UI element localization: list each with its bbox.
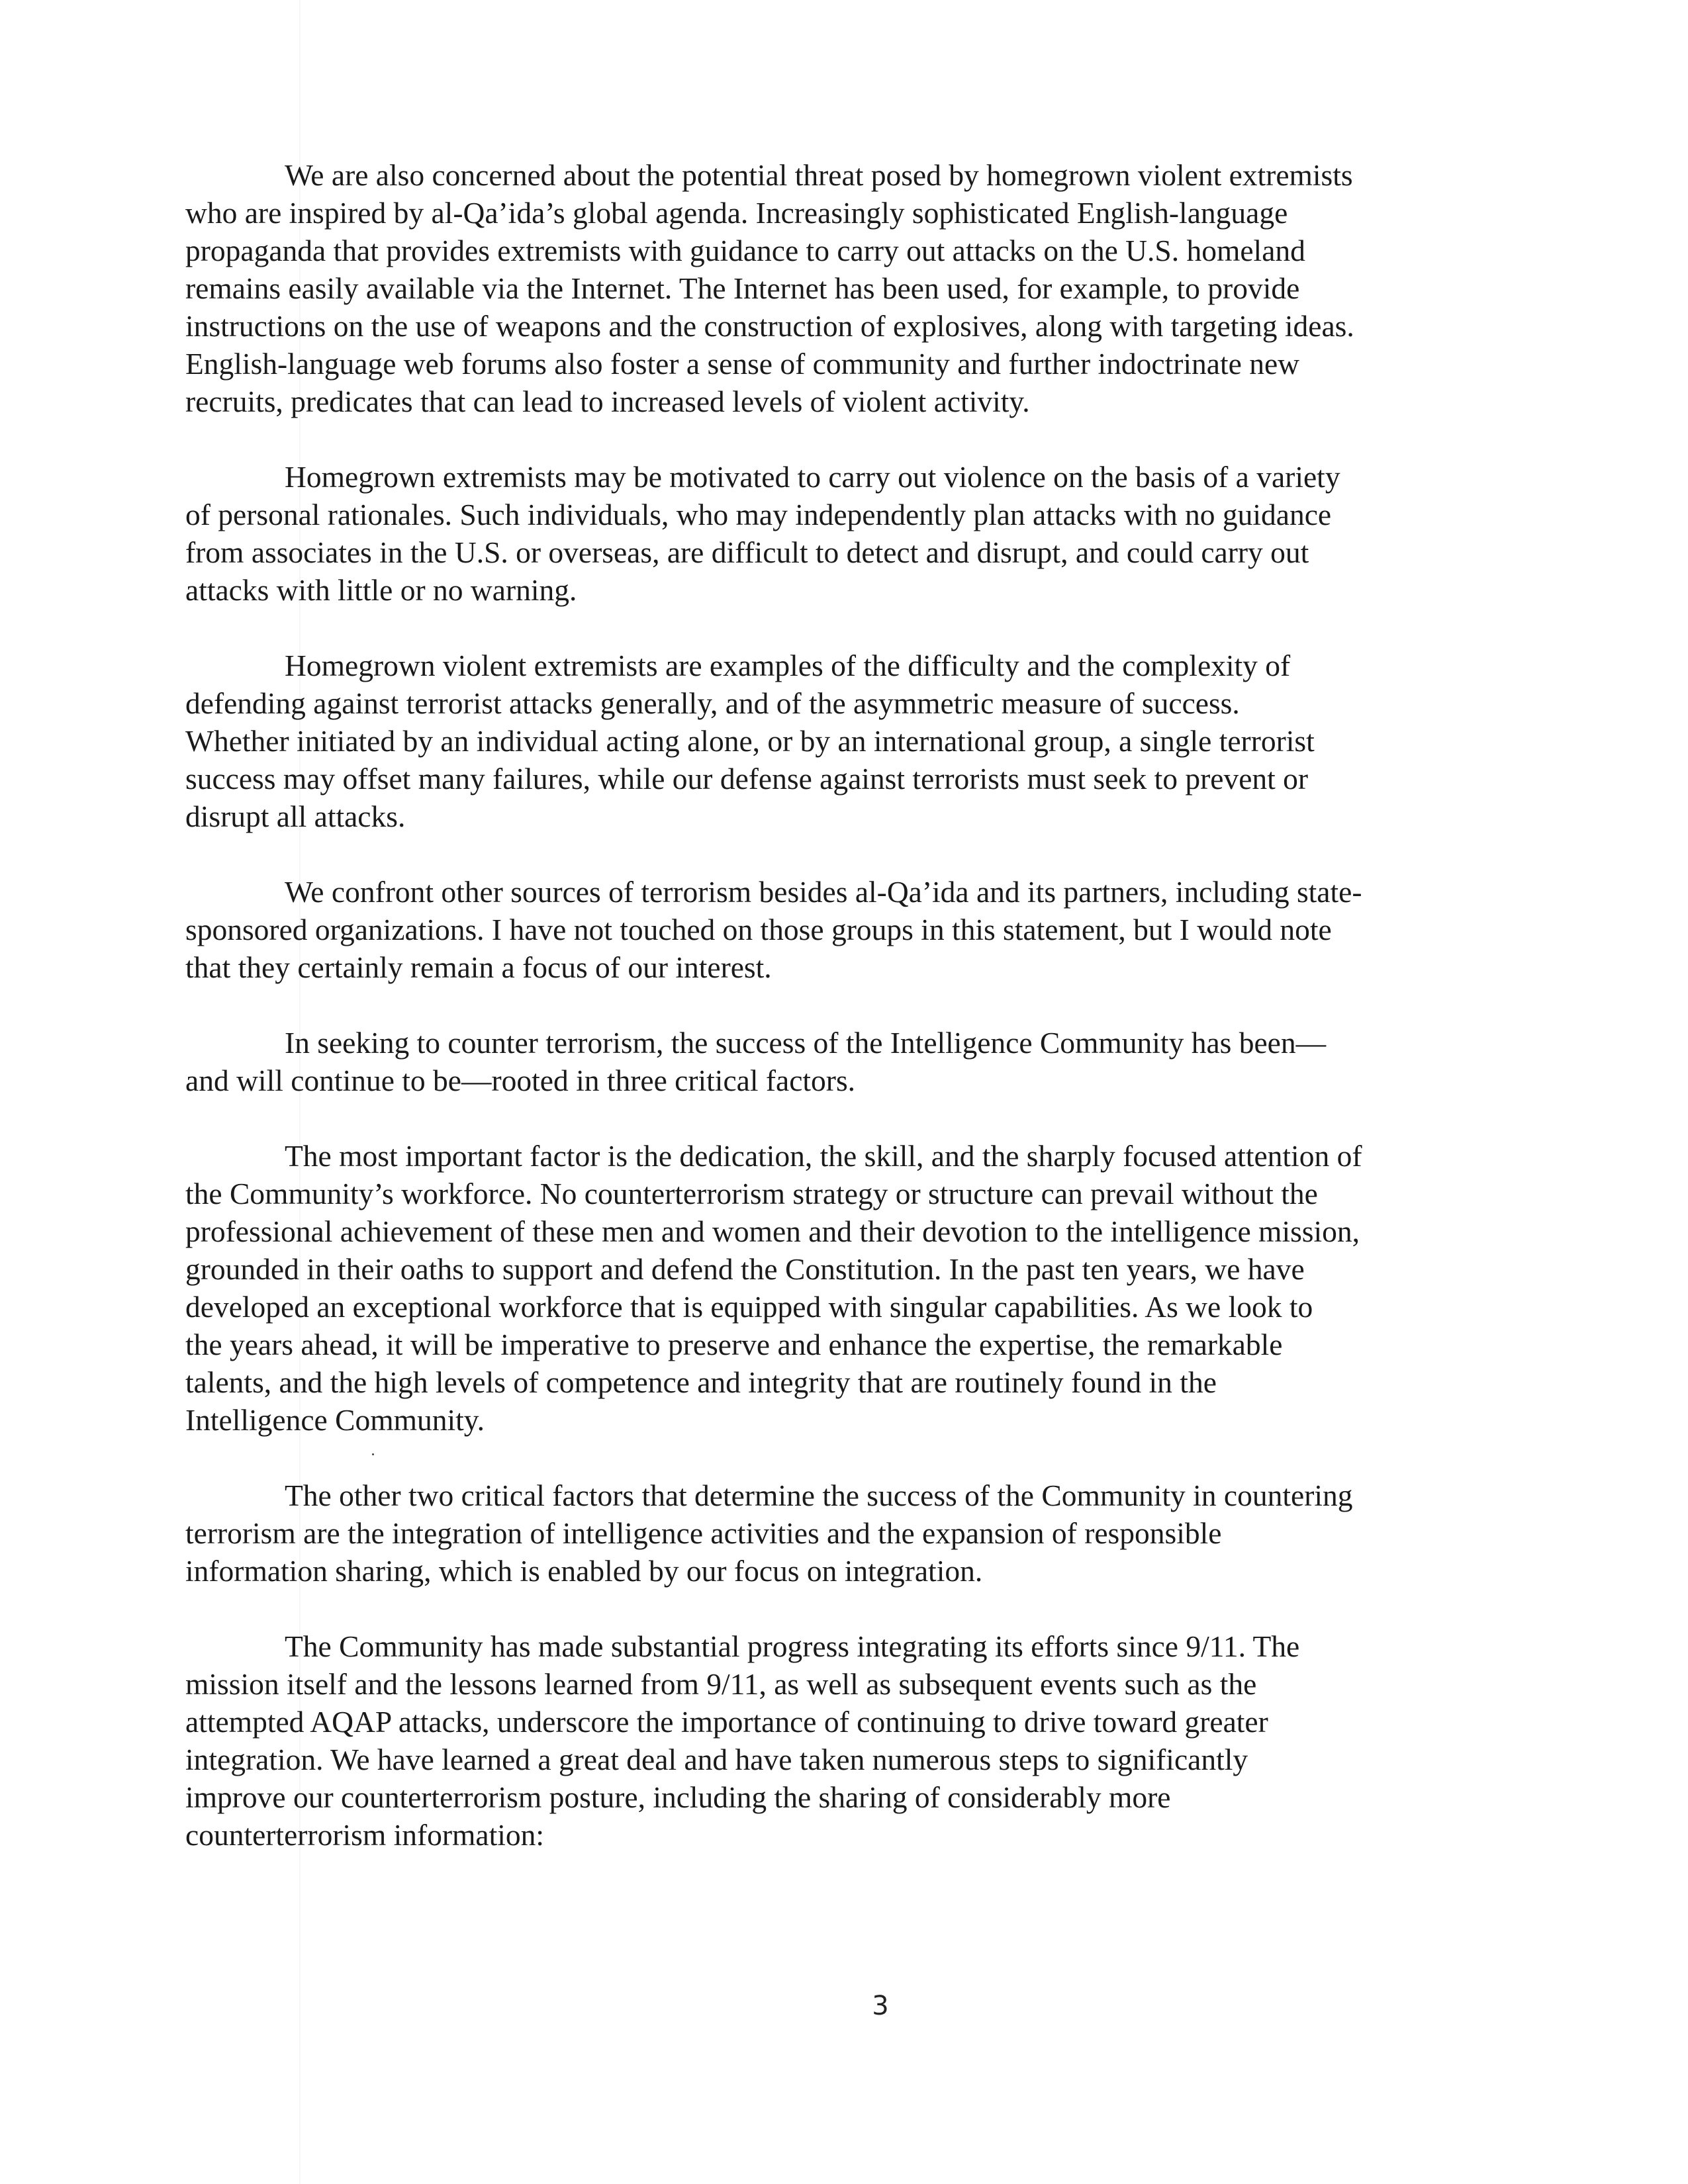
text-line: counterterrorism information:: [185, 1818, 545, 1852]
paragraph-complexity: [185, 647, 1483, 835]
text-line: terrorism are the integration of intelligence activities and the expansion of responsible: [185, 1516, 1222, 1550]
text-line: integration. We have learned a great deal and have taken numerous steps to significantly: [185, 1743, 1248, 1776]
text-line: recruits, predicates that can lead to increased levels of violent activity.: [185, 385, 1030, 418]
document-body: [185, 156, 1483, 1891]
text-line: We are also concerned about the potential threat posed by homegrown violent extremists: [285, 158, 1353, 192]
paragraph-integration: [185, 1477, 1483, 1590]
text-line: from associates in the U.S. or overseas, are difficult to detect and disrupt, and could carry out: [185, 535, 1309, 569]
text-line: attacks with little or no warning.: [185, 573, 577, 607]
text-line: sponsored organizations. I have not touched on those groups in this statement, but I would note: [185, 913, 1332, 946]
text-line: of personal rationales. Such individuals, who may independently plan attacks with no guidance: [185, 498, 1332, 531]
text-line: disrupt all attacks.: [185, 799, 406, 833]
text-line: remains easily available via the Internet. The Internet has been used, for example, to provide: [185, 271, 1300, 305]
paragraph-progress: [185, 1627, 1483, 1854]
text-line: improve our counterterrorism posture, including the sharing of considerably more: [185, 1780, 1171, 1814]
text-line: attempted AQAP attacks, underscore the importance of continuing to drive toward greater: [185, 1705, 1268, 1739]
text-line: Homegrown violent extremists are examples of the difficulty and the complexity of: [285, 649, 1291, 682]
text-line: Whether initiated by an individual acting alone, or by an international group, a single terrorist: [185, 724, 1315, 758]
text-line: and will continue to be—rooted in three critical factors.: [185, 1064, 856, 1097]
paragraph-other-sources: [185, 873, 1483, 986]
paragraph-motivations: [185, 458, 1483, 609]
text-line: who are inspired by al-Qa’ida’s global agenda. Increasingly sophisticated English-language: [185, 196, 1288, 230]
text-line: the Community’s workforce. No counterterrorism strategy or structure can prevail without the: [185, 1177, 1318, 1210]
text-line: propaganda that provides extremists with guidance to carry out attacks on the U.S. homeland: [185, 234, 1305, 267]
paragraph-homegrown-threat: [185, 156, 1483, 420]
text-line: We confront other sources of terrorism besides al-Qa’ida and its partners, including state-: [285, 875, 1362, 909]
text-line: professional achievement of these men and women and their devotion to the intelligence mission,: [185, 1214, 1360, 1248]
text-line: talents, and the high levels of competence and integrity that are routinely found in the: [185, 1365, 1217, 1399]
text-line: instructions on the use of weapons and the construction of explosives, along with targeting ideas.: [185, 309, 1354, 343]
text-line: success may offset many failures, while our defense against terrorists must seek to prevent or: [185, 762, 1309, 796]
text-line: that they certainly remain a focus of our interest.: [185, 950, 772, 984]
page-number: 3: [872, 1991, 889, 2021]
text-line: grounded in their oaths to support and defend the Constitution. In the past ten years, we have: [185, 1252, 1305, 1286]
text-line: information sharing, which is enabled by our focus on integration.: [185, 1554, 983, 1588]
text-line: English-language web forums also foster a sense of community and further indoctrinate new: [185, 347, 1300, 381]
text-line: Homegrown extremists may be motivated to carry out violence on the basis of a variety: [285, 460, 1340, 494]
text-line: In seeking to counter terrorism, the success of the Intelligence Community has been—: [285, 1026, 1327, 1060]
text-line: Intelligence Community.: [185, 1403, 485, 1437]
text-line: the years ahead, it will be imperative to preserve and enhance the expertise, the remarkable: [185, 1328, 1283, 1361]
text-line: The Community has made substantial progress integrating its efforts since 9/11. The: [285, 1629, 1300, 1663]
text-line: defending against terrorist attacks generally, and of the asymmetric measure of success.: [185, 686, 1240, 720]
text-line: The most important factor is the dedication, the skill, and the sharply focused attention of: [285, 1139, 1362, 1173]
paragraph-critical-factors: [185, 1024, 1483, 1099]
paragraph-workforce: [185, 1137, 1483, 1439]
text-line: The other two critical factors that determine the success of the Community in countering: [285, 1479, 1353, 1512]
text-line: mission itself and the lessons learned from 9/11, as well as subsequent events such as the: [185, 1667, 1257, 1701]
text-line: developed an exceptional workforce that is equipped with singular capabilities. As we look to: [185, 1290, 1313, 1324]
